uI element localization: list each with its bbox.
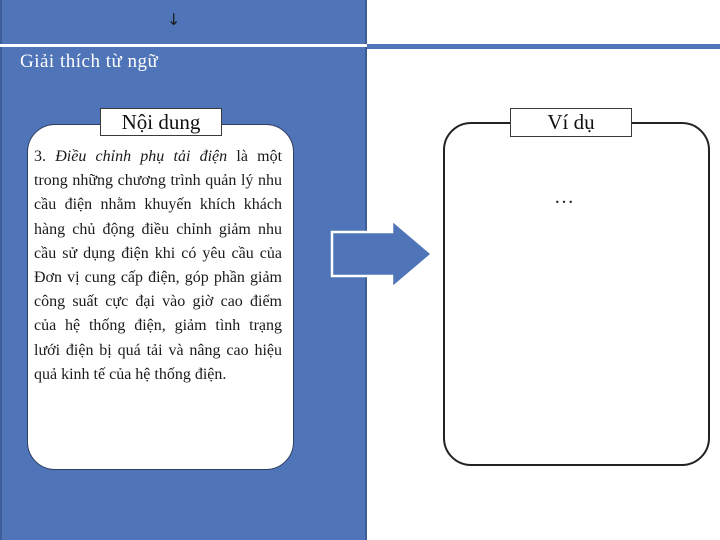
example-ellipsis: …: [554, 186, 576, 208]
down-arrow-icon: ↓: [167, 10, 181, 29]
content-text: [34, 145, 282, 387]
section-heading: Giải thích từ ngữ: [20, 51, 159, 72]
item-number: 3.: [34, 148, 46, 165]
top-divider-right: [367, 44, 720, 49]
top-divider-left: [0, 44, 367, 47]
example-tab-label: Ví dụ: [510, 108, 632, 137]
right-arrow-icon: [330, 218, 436, 290]
right-arrow-shape: [332, 220, 432, 288]
definition: là một trong những chương trình quản lý nhu cầu điện nhằm khuyến khích khách hàng chủ động điều chỉnh giảm nhu cầu sử dụng điện khi có yêu cầu của Đơn vị cung cấp điện, góp phần giảm công suất cực đại vào giờ cao điểm của hệ thống điện, giảm tình trạng lưới điện bị quá tải và nâng cao hiệu quả kinh tế của hệ thống điện.: [34, 148, 283, 383]
example-card: [443, 122, 710, 466]
content-tab-label: Nội dung: [100, 108, 222, 136]
term: Điều chỉnh phụ tải điện: [55, 148, 228, 165]
